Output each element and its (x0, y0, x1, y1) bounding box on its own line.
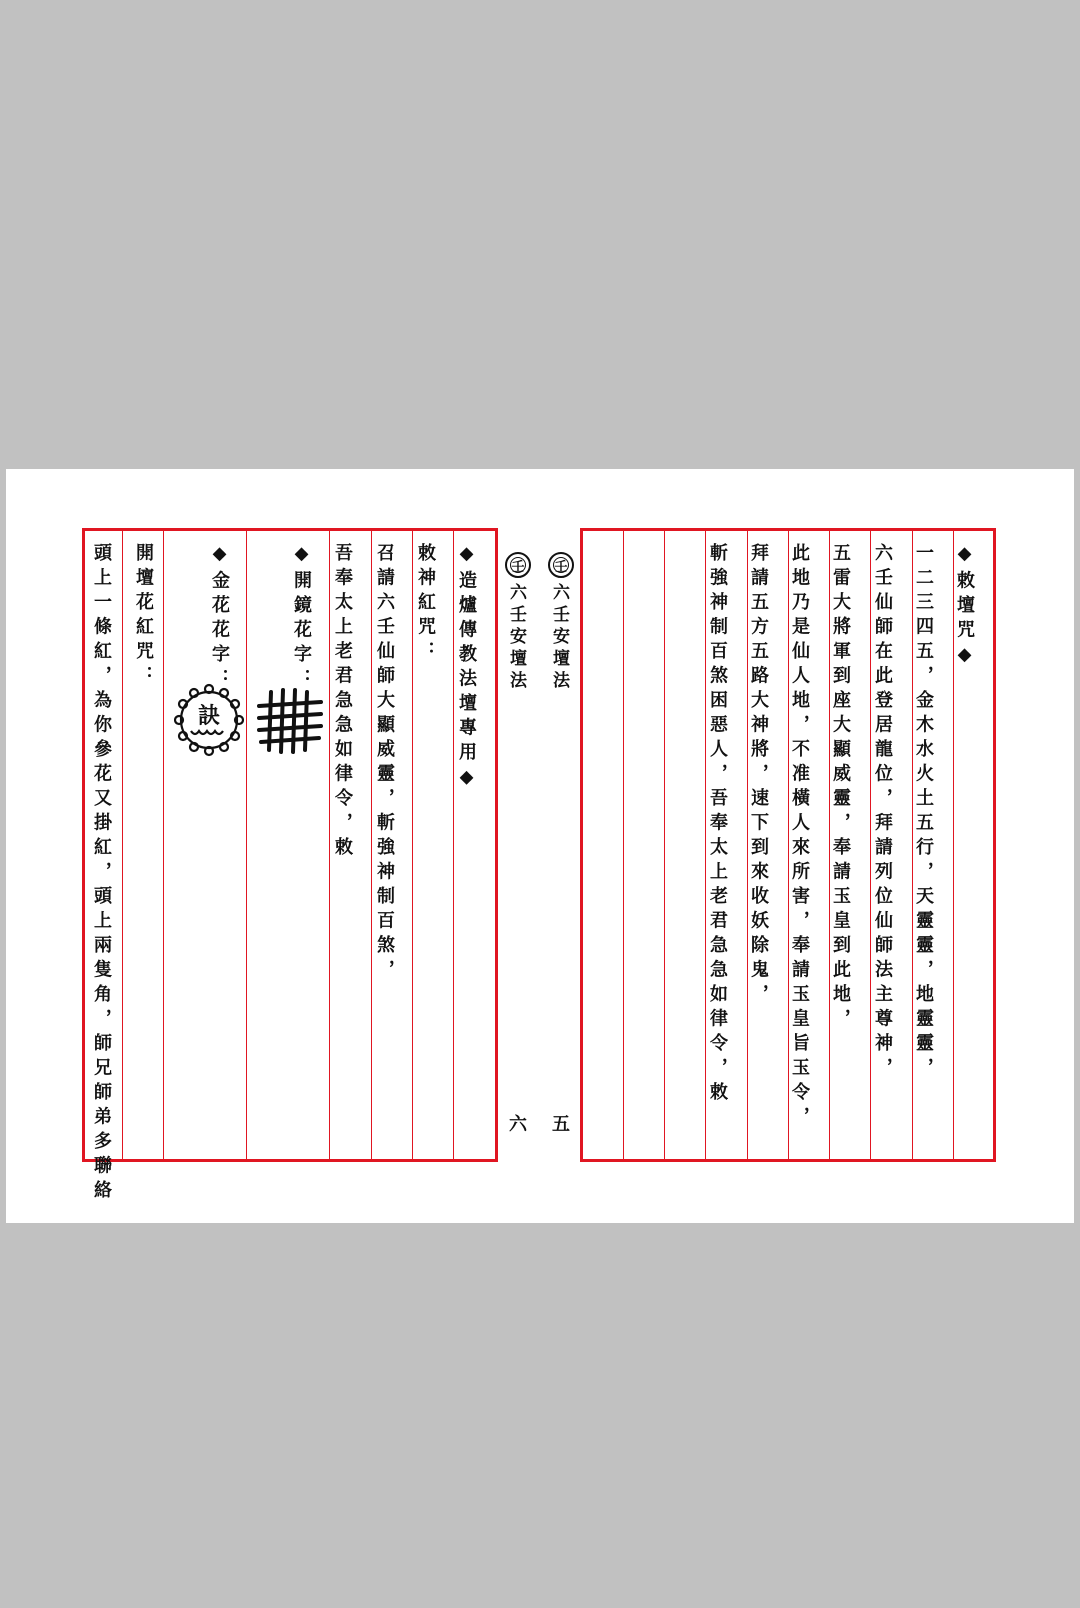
circle-seal-icon: 壬 (548, 552, 574, 578)
right-col-4: 五雷大將軍到座大顯威靈，奉請玉皇到此地， (830, 543, 851, 1033)
page-number-right: 五 (552, 1114, 570, 1135)
left-col-2: 敕神紅咒： (415, 543, 436, 666)
talisman-glyph: 訣 (197, 703, 221, 729)
right-col-6: 拜請五方五路大神將，速下到來收妖除鬼， (748, 543, 769, 1009)
left-col-8: 開壇花紅咒： (133, 543, 154, 690)
left-col-5-heading: ◆開鏡花字： (291, 543, 312, 693)
left-page-frame (82, 528, 498, 1205)
book-spread (6, 469, 1074, 1223)
right-col-3: 六壬仙師在此登居龍位，拜請列位仙師法主尊神， (872, 543, 893, 1082)
running-head-right: 六壬安壇法 (549, 583, 569, 693)
right-col-7: 斬強神制百煞困惡人，吾奉太上老君急急如律令，敕 (707, 543, 728, 1107)
left-col-1-heading: ◆造爐傳教法壇專用◆ (456, 543, 477, 794)
page-number-left: 六 (509, 1114, 527, 1135)
right-page-frame (580, 528, 996, 1162)
right-col-2: 一二三四五，金木水火土五行，天靈靈，地靈靈， (913, 543, 934, 1082)
right-col-5: 此地乃是仙人地，不准橫人來所害，奉請玉皇旨玉令， (789, 543, 810, 1131)
left-col-3: 召請六壬仙師大顯威靈，斬強神制百煞， (374, 543, 395, 984)
left-col-7-heading: ◆金花花字： (209, 543, 230, 693)
circle-seal-icon: 壬 (505, 552, 531, 578)
grid-talisman-icon (257, 686, 323, 756)
right-col-1-heading: ◆敕壇咒◆ (954, 543, 975, 672)
left-col-4: 吾奉太上老君急急如律令，敕 (332, 543, 353, 862)
circle-talisman-icon (174, 681, 244, 759)
left-col-9: 頭上一條紅，為你參花又掛紅，頭上兩隻角，師兄師弟多聯絡 (91, 543, 112, 1205)
running-head-left: 六壬安壇法 (506, 583, 526, 693)
